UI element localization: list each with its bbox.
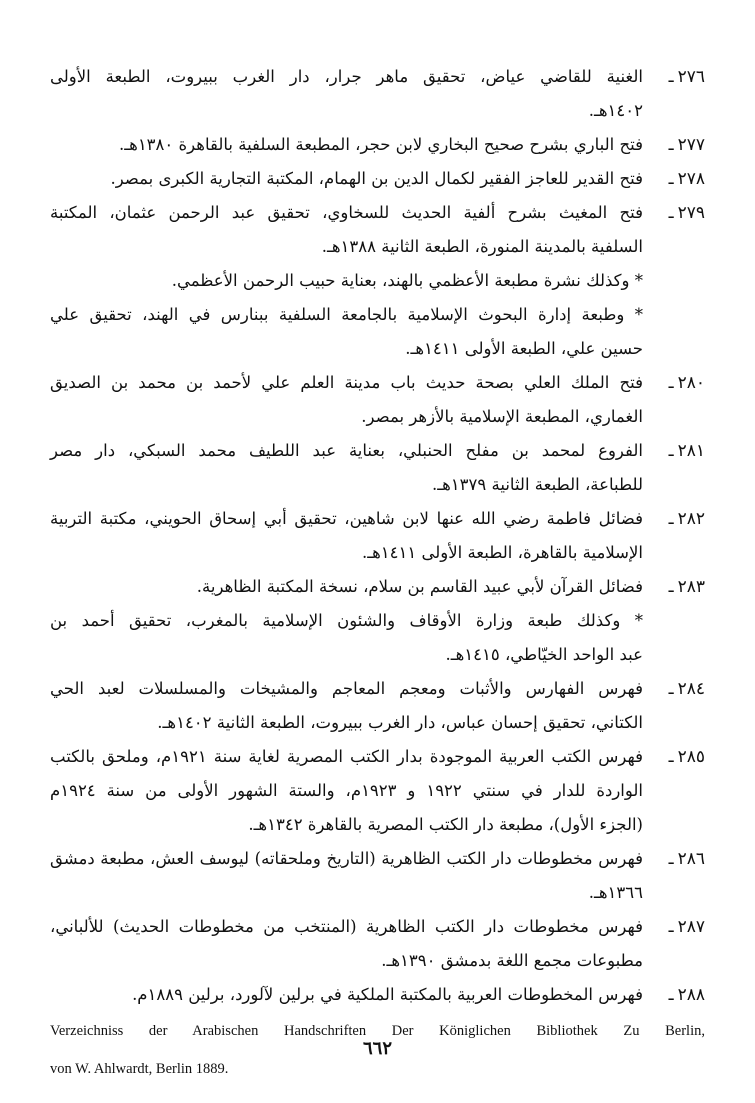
entry-note-body — [50, 604, 643, 672]
entry-body — [50, 196, 643, 264]
entry-line: (الجزء الأول)، مطبعة دار الكتب المصرية بالقاهرة ١٣٤٢هـ. — [248, 815, 643, 834]
entry-number — [643, 570, 705, 604]
entry-body — [50, 60, 643, 128]
latin-reference-line: Verzeichniss der Arabischen Handschriften Der Königlichen Bibliothek Zu Berlin, — [50, 1023, 705, 1039]
entry-line: فهرس الفهارس والأثبات ومعجم المعاجم والمشيخات والمسلسلات لعبد الحي — [50, 679, 643, 698]
entry-number-text: ٢٨٤ — [677, 679, 705, 699]
entry-dash: ـ — [668, 169, 674, 189]
entry-line: فهرس مخطوطات دار الكتب الظاهرية (التاريخ وملحقاته) ليوسف العش، مطبعة دمشق — [50, 849, 643, 868]
bibliography-entry — [50, 978, 705, 1012]
bibliography-entry — [50, 162, 705, 196]
entry-number-text: ٢٨٠ — [677, 373, 705, 393]
bibliography-entry — [50, 196, 705, 264]
entry-number-text: ٢٧٧ — [677, 135, 705, 155]
entry-line: الغماري، المطبعة الإسلامية بالأزهر بمصر. — [361, 407, 643, 426]
entry-note-body — [50, 298, 643, 366]
entry-body — [50, 128, 643, 162]
entry-dash: ـ — [668, 67, 674, 87]
entry-line: فهرس الكتب العربية الموجودة بدار الكتب المصرية لغاية سنة ١٩٢١م، وملحق بالكتب — [50, 747, 643, 766]
entry-number-text: ٢٨٧ — [677, 917, 705, 937]
bibliography-entry — [50, 740, 705, 842]
bibliography-entry — [50, 434, 705, 502]
bibliography-entry — [50, 672, 705, 740]
entry-number — [643, 60, 705, 94]
entry-line: الواردة للدار في سنتي ١٩٢٢ و ١٩٢٣م، والستة الشهور الأولى من سنة ١٩٢٤م — [50, 781, 644, 800]
bibliography-entry — [50, 910, 705, 978]
entry-number-text: ٢٨٨ — [677, 985, 705, 1005]
entry-line: فهرس المخطوطات العربية بالمكتبة الملكية في برلين لآلورد، برلين ١٨٨٩م. — [132, 985, 643, 1004]
entry-dash: ـ — [668, 509, 674, 529]
entry-line: فضائل القرآن لأبي عبيد القاسم بن سلام، نسخة المكتبة الظاهرية. — [196, 577, 643, 596]
entry-line: * وكذلك نشرة مطبعة الأعظمي بالهند، بعناية حبيب الرحمن الأعظمي. — [171, 271, 643, 290]
entry-body — [50, 502, 643, 570]
entry-number — [643, 366, 705, 400]
bibliography-entry — [50, 570, 705, 604]
latin-reference-line: von W. Ahlwardt, Berlin 1889. — [50, 1061, 229, 1077]
entry-dash: ـ — [668, 135, 674, 155]
entry-number-text: ٢٧٦ — [677, 67, 705, 87]
entry-line: للطباعة، الطبعة الثانية ١٣٧٩هـ. — [432, 475, 643, 494]
entry-line: مطبوعات مجمع اللغة بدمشق ١٣٩٠هـ. — [381, 951, 643, 970]
entry-body — [50, 434, 643, 502]
entry-line: الكتاني، تحقيق إحسان عباس، دار الغرب ببيروت، الطبعة الثانية ١٤٠٢هـ. — [157, 713, 643, 732]
bibliography-entry — [50, 842, 705, 910]
entry-number — [643, 910, 705, 944]
entry-number — [643, 978, 705, 1012]
entry-line: الإسلامية بالقاهرة، الطبعة الأولى ١٤١١هـ. — [361, 543, 643, 562]
entry-line: فتح القدير للعاجز الفقير لكمال الدين بن الهمام، المكتبة التجارية الكبرى بمصر. — [110, 169, 643, 188]
entry-line: ١٣٦٦هـ. — [588, 883, 643, 902]
entry-dash: ـ — [668, 747, 674, 767]
entry-line: * وطبعة إدارة البحوث الإسلامية بالجامعة السلفية ببنارس في الهند، تحقيق علي — [50, 305, 643, 324]
entry-note — [50, 298, 705, 366]
entry-number-text: ٢٨٥ — [677, 747, 705, 767]
bibliography-entry — [50, 366, 705, 434]
entry-number — [643, 162, 705, 196]
entry-body — [50, 162, 643, 196]
entry-number-text: ٢٧٨ — [677, 169, 705, 189]
entry-number-text: ٢٨٣ — [677, 577, 705, 597]
bibliography-entry — [50, 128, 705, 162]
entry-line: حسين علي، الطبعة الأولى ١٤١١هـ. — [405, 339, 643, 358]
entry-body — [50, 366, 643, 434]
entry-line: عبد الواحد الخيّاطي، ١٤١٥هـ. — [445, 645, 643, 664]
entry-note-body — [50, 264, 643, 298]
entry-body — [50, 842, 643, 910]
entry-number-text: ٢٨١ — [677, 441, 705, 461]
entry-number — [643, 842, 705, 876]
page-number: ٦٦٢ — [362, 1038, 392, 1059]
entry-line: السلفية بالمدينة المنورة، الطبعة الثانية ١٣٨٨هـ. — [321, 237, 643, 256]
entry-note — [50, 604, 705, 672]
entry-dash: ـ — [668, 577, 674, 597]
entry-line: فهرس مخطوطات دار الكتب الظاهرية (المنتخب من مخطوطات الحديث) للألباني، — [50, 917, 643, 936]
entry-body — [50, 978, 643, 1012]
entry-line: فتح المغيث بشرح ألفية الحديث للسخاوي، تحقيق عبد الرحمن عثمان، المكتبة — [50, 203, 643, 222]
entry-number — [643, 196, 705, 230]
entry-line: فتح الباري بشرح صحيح البخاري لابن حجر، المطبعة السلفية بالقاهرة ١٣٨٠هـ. — [119, 135, 643, 154]
entry-number-text: ٢٨٢ — [677, 509, 705, 529]
entry-body — [50, 740, 643, 842]
entry-line: فضائل فاطمة رضي الله عنها لابن شاهين، تحقيق أبي إسحاق الحويني، مكتبة التربية — [50, 509, 643, 528]
entry-number — [643, 502, 705, 536]
entry-dash: ـ — [668, 679, 674, 699]
entry-line: فتح الملك العلي بصحة حديث باب مدينة العلم علي لأحمد بن محمد بن الصديق — [50, 373, 643, 392]
entry-number — [643, 434, 705, 468]
entry-line: الفروع لمحمد بن مفلح الحنبلي، بعناية عبد اللطيف محمد السبكي، دار مصر — [50, 441, 643, 460]
entry-number-text: ٢٨٦ — [677, 849, 705, 869]
entry-number — [643, 740, 705, 774]
entry-dash: ـ — [668, 203, 674, 223]
entry-dash: ـ — [668, 373, 674, 393]
entry-number-text: ٢٧٩ — [677, 203, 705, 223]
entry-line: * وكذلك طبعة وزارة الأوقاف والشئون الإسلامية بالمغرب، تحقيق أحمد بن — [50, 611, 643, 630]
bibliography-entry — [50, 60, 705, 128]
bibliography-list — [50, 60, 705, 1088]
bibliography-entry — [50, 502, 705, 570]
entry-number — [643, 672, 705, 706]
entry-dash: ـ — [668, 849, 674, 869]
entry-note — [50, 264, 705, 298]
entry-body — [50, 910, 643, 978]
entry-dash: ـ — [668, 441, 674, 461]
entry-dash: ـ — [668, 917, 674, 937]
entry-line: الغنية للقاضي عياض، تحقيق ماهر جرار، دار الغرب ببيروت، الطبعة الأولى — [50, 67, 643, 86]
entry-number — [643, 128, 705, 162]
entry-line: ١٤٠٢هـ. — [588, 101, 643, 120]
entry-dash: ـ — [668, 985, 674, 1005]
entry-body — [50, 570, 643, 604]
entry-body — [50, 672, 643, 740]
